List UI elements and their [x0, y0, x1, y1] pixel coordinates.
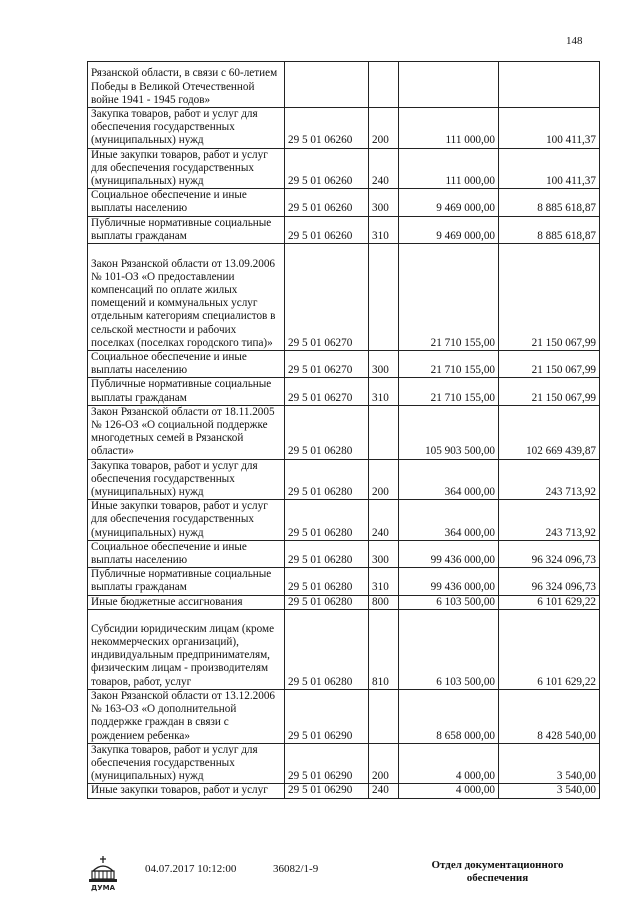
table-cell-vr: 310 [369, 216, 399, 243]
table-cell-plan: 6 103 500,00 [399, 595, 499, 609]
table-cell-vr [369, 244, 399, 351]
page-number: 148 [566, 35, 583, 47]
footer-date: 04.07.2017 10:12:00 [145, 863, 237, 875]
table-cell-code: 29 5 01 06280 [285, 595, 369, 609]
table-cell-code: 29 5 01 06280 [285, 459, 369, 500]
table-cell-plan: 21 710 155,00 [399, 244, 499, 351]
table-cell-vr [369, 689, 399, 743]
table-cell-name: Социальное обеспечение и иные выплаты населению [88, 540, 285, 567]
table-cell-code: 29 5 01 06260 [285, 108, 369, 149]
table-cell-exec: 21 150 067,99 [499, 244, 600, 351]
table-cell-exec: 243 713,92 [499, 500, 600, 541]
table-cell-name: Социальное обеспечение и иные выплаты населению [88, 189, 285, 216]
table-cell-name: Иные бюджетные ассигнования [88, 595, 285, 609]
table-row [88, 405, 600, 459]
table-cell-name: Публичные нормативные социальные выплаты гражданам [88, 378, 285, 405]
table-cell-code: 29 5 01 06290 [285, 743, 369, 784]
table-row [88, 540, 600, 567]
table-row [88, 62, 600, 108]
table-cell-exec: 100 411,37 [499, 108, 600, 149]
table-cell-name: Закупка товаров, работ и услуг для обеспечения государственных (муниципальных) нужд [88, 108, 285, 149]
table-cell-exec: 96 324 096,73 [499, 568, 600, 595]
table-cell-exec: 243 713,92 [499, 459, 600, 500]
table-cell-vr: 310 [369, 378, 399, 405]
table-cell-vr: 200 [369, 108, 399, 149]
table-cell-name: Закон Рязанской области от 13.12.2006 № 163-ОЗ «О дополнительной поддержке граждан в связи с рождением ребенка» [88, 689, 285, 743]
table-cell-plan: 8 658 000,00 [399, 689, 499, 743]
table-cell-plan: 21 710 155,00 [399, 378, 499, 405]
table-cell-plan: 105 903 500,00 [399, 405, 499, 459]
table-cell-exec: 3 540,00 [499, 784, 600, 798]
table-cell-code [285, 62, 369, 108]
footer-department-line1: Отдел документационного [431, 859, 564, 871]
table-cell-name: Иные закупки товаров, работ и услуг для обеспечения государственных (муниципальных) нужд [88, 148, 285, 189]
table-row [88, 689, 600, 743]
table-cell-plan: 4 000,00 [399, 743, 499, 784]
table-cell-exec: 3 540,00 [499, 743, 600, 784]
table-row [88, 244, 600, 351]
table-cell-code: 29 5 01 06290 [285, 689, 369, 743]
table-cell-exec [499, 62, 600, 108]
table-cell-name: Иные закупки товаров, работ и услуг для обеспечения государственных (муниципальных) нужд [88, 500, 285, 541]
footer-department-line2: обеспечения [466, 872, 529, 884]
table-cell-name: Закупка товаров, работ и услуг для обеспечения государственных (муниципальных) нужд [88, 743, 285, 784]
table-cell-code: 29 5 01 06280 [285, 405, 369, 459]
table-cell-code: 29 5 01 06280 [285, 609, 369, 689]
table-cell-plan: 99 436 000,00 [399, 568, 499, 595]
table-cell-code: 29 5 01 06280 [285, 540, 369, 567]
table-cell-vr: 810 [369, 609, 399, 689]
table-cell-code: 29 5 01 06270 [285, 244, 369, 351]
table-cell-name: Иные закупки товаров, работ и услуг [88, 784, 285, 798]
table-cell-code: 29 5 01 06270 [285, 351, 369, 378]
table-row [88, 784, 600, 798]
table-cell-name: Закон Рязанской области от 13.09.2006 № 101-ОЗ «О предоставлении компенсаций по оплате жилых помещений и коммунальных услуг отдельным категориям специалистов в сельской местности и рабочих поселках (поселках городского типа)» [88, 244, 285, 351]
table-cell-vr: 200 [369, 459, 399, 500]
table-cell-name: Рязанской области, в связи с 60-летием Победы в Великой Отечественной войне 1941 - 1945 годов» [88, 62, 285, 108]
table-row [88, 351, 600, 378]
table-cell-exec: 8 885 618,87 [499, 216, 600, 243]
table-cell-exec: 8 428 540,00 [499, 689, 600, 743]
table-cell-plan: 99 436 000,00 [399, 540, 499, 567]
table-cell-name: Социальное обеспечение и иные выплаты населению [88, 351, 285, 378]
table-row [88, 595, 600, 609]
table-cell-vr [369, 62, 399, 108]
table-cell-vr: 240 [369, 784, 399, 798]
table-cell-plan: 9 469 000,00 [399, 189, 499, 216]
table-row [88, 216, 600, 243]
footer-document-id: 36082/1-9 [273, 863, 319, 875]
table-cell-vr: 300 [369, 351, 399, 378]
table-cell-exec: 6 101 629,22 [499, 595, 600, 609]
table-cell-vr: 200 [369, 743, 399, 784]
table-cell-code: 29 5 01 06290 [285, 784, 369, 798]
table-cell-vr: 800 [369, 595, 399, 609]
table-cell-plan: 111 000,00 [399, 108, 499, 149]
table-cell-name: Закупка товаров, работ и услуг для обеспечения государственных (муниципальных) нужд [88, 459, 285, 500]
table-cell-name: Закон Рязанской области от 18.11.2005 № 126-ОЗ «О социальной поддержке многодетных семей в Рязанской области» [88, 405, 285, 459]
table-cell-vr: 300 [369, 189, 399, 216]
table-cell-vr: 240 [369, 148, 399, 189]
table-row [88, 500, 600, 541]
table-cell-code: 29 5 01 06260 [285, 148, 369, 189]
table-cell-exec: 100 411,37 [499, 148, 600, 189]
table-cell-vr: 240 [369, 500, 399, 541]
table-cell-code: 29 5 01 06260 [285, 216, 369, 243]
table-cell-code: 29 5 01 06280 [285, 568, 369, 595]
budget-table [87, 61, 600, 799]
table-cell-plan: 111 000,00 [399, 148, 499, 189]
table-cell-exec: 102 669 439,87 [499, 405, 600, 459]
table-cell-plan: 364 000,00 [399, 459, 499, 500]
table-row [88, 108, 600, 149]
table-cell-vr: 310 [369, 568, 399, 595]
table-row [88, 148, 600, 189]
table-cell-code: 29 5 01 06280 [285, 500, 369, 541]
table-cell-code: 29 5 01 06260 [285, 189, 369, 216]
table-row [88, 568, 600, 595]
table-row [88, 609, 600, 689]
table-row [88, 189, 600, 216]
table-row [88, 459, 600, 500]
table-cell-name: Субсидии юридическим лицам (кроме некоммерческих организаций), индивидуальным предпринимателям, физическим лицам - производителям товаров, работ, услуг [88, 609, 285, 689]
table-cell-exec: 6 101 629,22 [499, 609, 600, 689]
footer-department [430, 859, 565, 885]
table-cell-vr: 300 [369, 540, 399, 567]
table-cell-plan [399, 62, 499, 108]
table-cell-name: Публичные нормативные социальные выплаты гражданам [88, 216, 285, 243]
table-row [88, 378, 600, 405]
table-cell-exec: 8 885 618,87 [499, 189, 600, 216]
table-cell-code: 29 5 01 06270 [285, 378, 369, 405]
table-cell-exec: 21 150 067,99 [499, 378, 600, 405]
table-cell-vr [369, 405, 399, 459]
table-cell-plan: 9 469 000,00 [399, 216, 499, 243]
table-row [88, 743, 600, 784]
table-cell-plan: 6 103 500,00 [399, 609, 499, 689]
table-cell-exec: 96 324 096,73 [499, 540, 600, 567]
table-cell-plan: 21 710 155,00 [399, 351, 499, 378]
duma-logo [84, 853, 122, 893]
table-cell-plan: 364 000,00 [399, 500, 499, 541]
duma-logo-text: ДУМА [90, 884, 116, 892]
table-cell-plan: 4 000,00 [399, 784, 499, 798]
table-cell-name: Публичные нормативные социальные выплаты гражданам [88, 568, 285, 595]
table-cell-exec: 21 150 067,99 [499, 351, 600, 378]
